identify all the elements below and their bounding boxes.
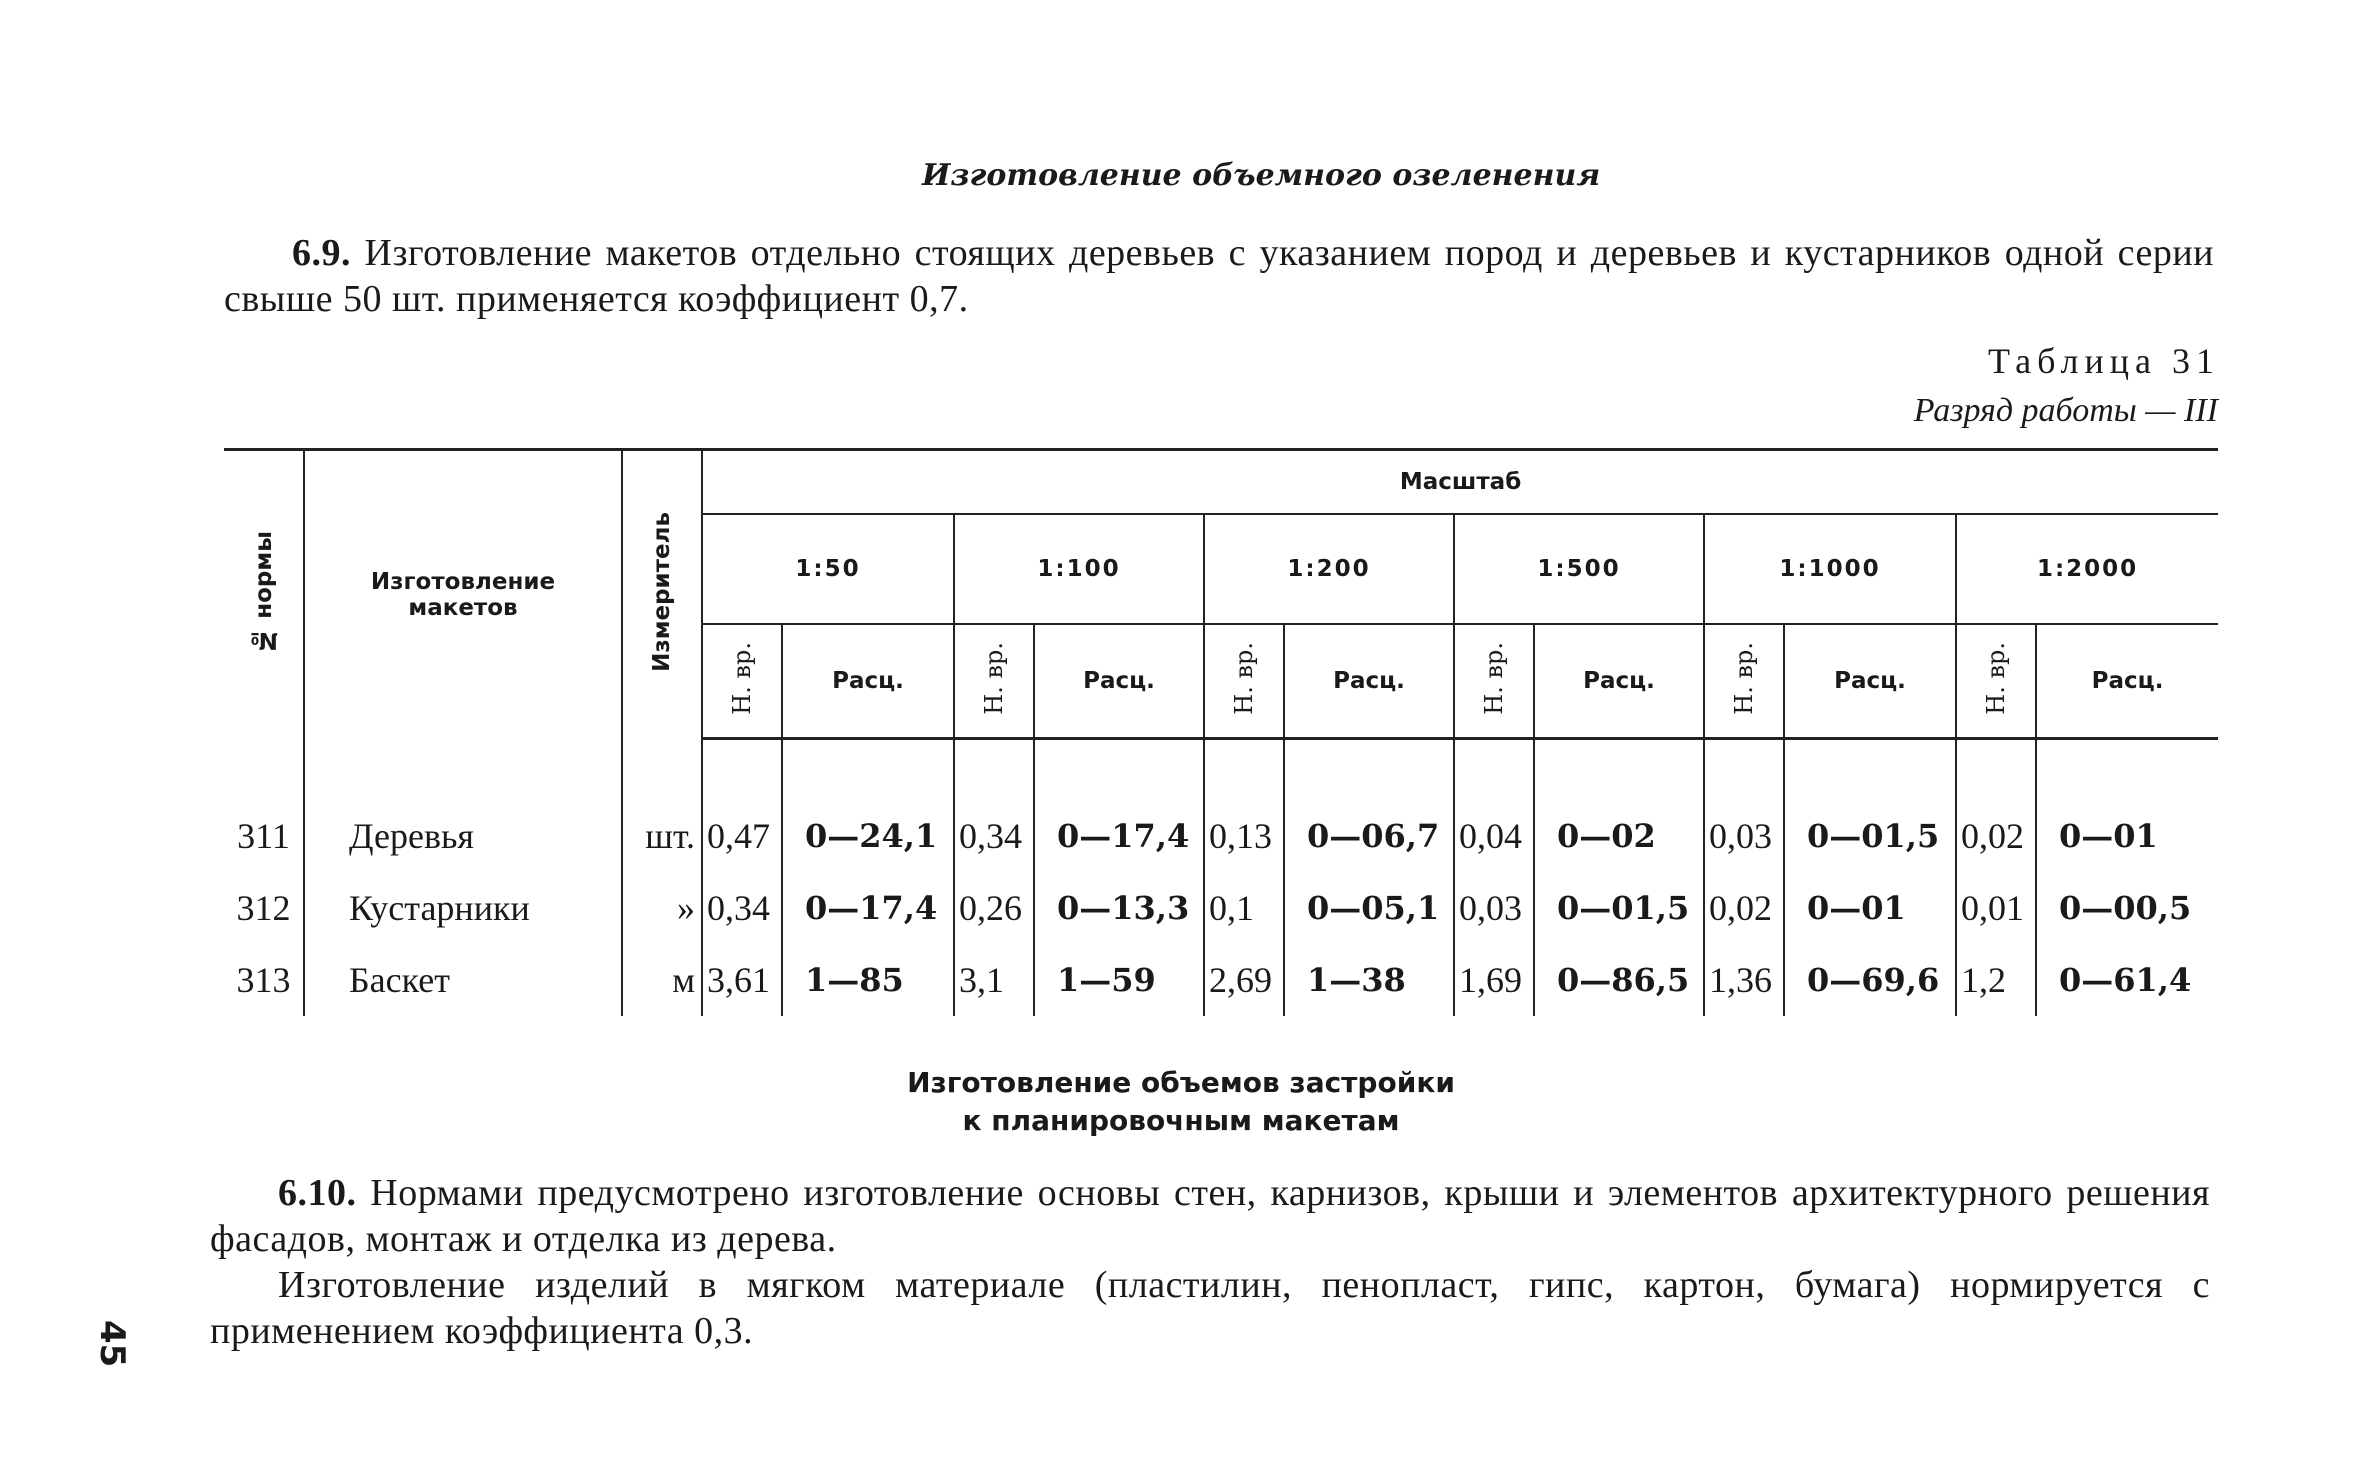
section-title-line-2: к планировочным макетам [962, 1104, 1400, 1137]
cell-norm-no: 313 [224, 944, 304, 1016]
header-scale-2: 1:100 [954, 514, 1204, 624]
cell-rate: 0—01,5 [1784, 800, 1956, 872]
header-nvr: Н. вр. [954, 624, 1034, 739]
cell-rate: 0—86,5 [1534, 944, 1704, 1016]
cell-nvr: 0,03 [1454, 872, 1534, 944]
cell-rate: 0—13,3 [1034, 872, 1204, 944]
header-scale-6: 1:2000 [1956, 514, 2218, 624]
cell-nvr: 1,2 [1956, 944, 2036, 1016]
header-scale-1: 1:50 [702, 514, 954, 624]
header-rate: Расц. [1034, 624, 1204, 739]
paragraph-6-9 [224, 230, 2214, 322]
cell-rate: 0—01,5 [1534, 872, 1704, 944]
header-scale: Масштаб [702, 450, 2218, 515]
paragraph-number: 6.9. [292, 232, 351, 274]
cell-name: Деревья [304, 800, 622, 872]
header-rate: Расц. [1284, 624, 1454, 739]
cell-nvr: 0,34 [954, 800, 1034, 872]
cell-nvr: 0,04 [1454, 800, 1534, 872]
table-row [224, 800, 2218, 872]
header-rate: Расц. [1784, 624, 1956, 739]
cell-name: Кустарники [304, 872, 622, 944]
paragraph-text: Изготовление макетов отдельно стоящих деревьев с указанием пород и деревьев и кустарников одной серии свыше 50 шт. применяется коэффициент 0,7. [224, 232, 2214, 320]
header-nvr: Н. вр. [1704, 624, 1784, 739]
header-rate: Расц. [2036, 624, 2218, 739]
cell-nvr: 0,02 [1956, 800, 2036, 872]
cell-unit: шт. [622, 800, 702, 872]
header-scale-5: 1:1000 [1704, 514, 1956, 624]
cell-rate: 0—17,4 [1034, 800, 1204, 872]
cell-nvr: 1,69 [1454, 944, 1534, 1016]
cell-rate: 1—38 [1284, 944, 1454, 1016]
cell-nvr: 0,26 [954, 872, 1034, 944]
cell-nvr: 2,69 [1204, 944, 1284, 1016]
header-scale-4: 1:500 [1454, 514, 1704, 624]
cell-nvr: 0,01 [1956, 872, 2036, 944]
paragraph-number: 6.10. [278, 1172, 357, 1214]
cell-rate: 0—06,7 [1284, 800, 1454, 872]
cell-nvr: 0,03 [1704, 800, 1784, 872]
header-unit: Измеритель [622, 450, 702, 739]
header-scale-3: 1:200 [1204, 514, 1454, 624]
header-making: Изготовление макетов [304, 450, 622, 739]
cell-nvr: 0,1 [1204, 872, 1284, 944]
cell-rate: 0—24,1 [782, 800, 954, 872]
cell-rate: 0—02 [1534, 800, 1704, 872]
cell-nvr: 0,02 [1704, 872, 1784, 944]
cell-nvr: 0,13 [1204, 800, 1284, 872]
work-grade: Разряд работы — III [1913, 392, 2218, 429]
header-nvr: Н. вр. [702, 624, 782, 739]
table-row [224, 872, 2218, 944]
cell-rate: 0—69,6 [1784, 944, 1956, 1016]
header-nvr: Н. вр. [1454, 624, 1534, 739]
table-caption: Таблица 31 [1988, 341, 2220, 381]
header-nvr: Н. вр. [1204, 624, 1284, 739]
paragraph-6-10-continued: Изготовление изделий в мягком материале (пластилин, пенопласт, гипс, картон, бумага) нормируется с применением коэффициента 0,3. [210, 1264, 2210, 1352]
cell-nvr: 1,36 [1704, 944, 1784, 1016]
cell-nvr: 3,1 [954, 944, 1034, 1016]
cell-rate: 1—85 [782, 944, 954, 1016]
header-nvr: Н. вр. [1956, 624, 2036, 739]
cell-rate: 0—00,5 [2059, 889, 2192, 927]
norms-table [224, 448, 2218, 1016]
cell-nvr: 3,61 [702, 944, 782, 1016]
table-row [224, 944, 2218, 1016]
cell-rate: 0—01 [2059, 817, 2158, 855]
page-number: 45 [92, 1320, 132, 1368]
cell-nvr: 0,34 [702, 872, 782, 944]
cell-rate: 0—17,4 [782, 872, 954, 944]
header-rate: Расц. [1534, 624, 1704, 739]
cell-unit: » [622, 872, 702, 944]
cell-norm-no: 311 [224, 800, 304, 872]
paragraph-text: Нормами предусмотрено изготовление основы стен, карнизов, крыши и элементов архитектурного решения фасадов, монтаж и отделка из дерева. [210, 1172, 2210, 1260]
cell-rate: 1—59 [1034, 944, 1204, 1016]
header-norm-no: № нормы [224, 450, 304, 739]
section-title-greening: Изготовление объемного озеленения [922, 158, 1601, 193]
paragraph-6-10 [210, 1170, 2210, 1262]
section-title-buildings [0, 1064, 2362, 1140]
cell-norm-no: 312 [224, 872, 304, 944]
cell-rate: 0—05,1 [1284, 872, 1454, 944]
cell-rate: 0—01 [1784, 872, 1956, 944]
header-rate: Расц. [782, 624, 954, 739]
cell-rate: 0—61,4 [2059, 961, 2192, 999]
section-title-line-1: Изготовление объемов застройки [907, 1066, 1455, 1099]
cell-unit: м [622, 944, 702, 1016]
cell-nvr: 0,47 [702, 800, 782, 872]
cell-name: Баскет [304, 944, 622, 1016]
